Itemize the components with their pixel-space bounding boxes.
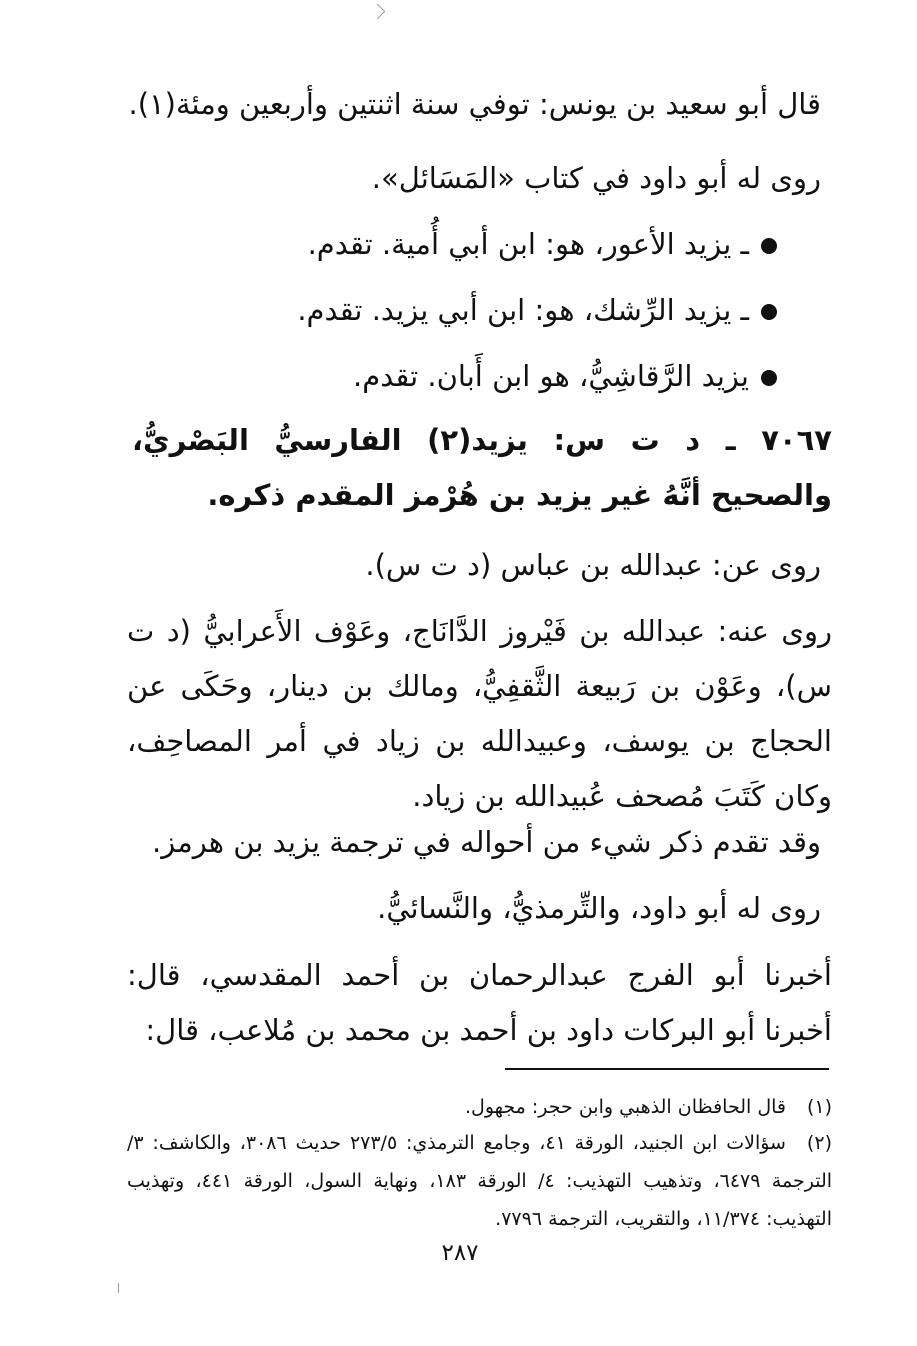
footnote-number: (١) — [806, 1096, 832, 1118]
footnote-text: سؤالات ابن الجنيد، الورقة ٤١، وجامع الترمذي: ٢٧٣/٥ حديث ٣٠٨٦، والكاشف: ٣/الترجمة ٦٤٧٩، وتذهيب التهذيب: ٤/ الورقة ١٨٣، ونهاية السول، الورقة ٤٤١، وتهذيب التهذيب: ١١/٣٧٤، والتقريب، الترجمة ٧٧٩٦. — [127, 1132, 833, 1230]
page-number: ٢٨٧ — [441, 1240, 479, 1266]
scan-mark — [370, 4, 386, 20]
text-line-narrated-in-masail: روى له أبو داود في كتاب «المَسَائل». — [371, 161, 821, 195]
bullet-icon — [761, 304, 777, 320]
previously-mentioned-note: وقد تقدم ذكر شيء من أحواله في ترجمة يزيد بن هرمز. — [152, 825, 821, 859]
bullet-icon — [761, 370, 777, 386]
scan-mark — [118, 1283, 119, 1293]
entry-heading-7067: ٧٠٦٧ ـ د ت س: يزيد(٢) الفارسيُّ البَصْريُّ، والصحيح أنَّهُ غير يزيد بن هُرْمز المقدم ذكره. — [132, 423, 832, 512]
footnote-text: قال الحافظان الذهبي وابن حجر: مجهول. — [465, 1096, 786, 1118]
footnote-separator — [505, 1068, 829, 1070]
footnote-2 — [127, 1124, 832, 1238]
bullet-entry-yazid-al-raqashi — [353, 356, 777, 396]
bullet-text: يزيد الرَّقاشِيُّ، هو ابن أَبان. تقدم. — [353, 359, 749, 393]
chain-of-narration-paragraph: أخبرنا أبو الفرج عبدالرحمان بن أحمد المقدسي، قال: أخبرنا أبو البركات داود بن أحمد بن محمد بن مُلاعب، قال: — [127, 958, 832, 1047]
bullet-icon — [761, 238, 777, 254]
footnote-number: (٢) — [806, 1132, 832, 1154]
footnote-1 — [127, 1088, 832, 1126]
narrated-by-books: روى له أبو داود، والتِّرمذيُّ، والنَّسائيُّ. — [377, 891, 821, 925]
bullet-text: ـ يزيد الرِّشك، هو: ابن أبي يزيد. تقدم. — [297, 293, 749, 327]
bullet-text: ـ يزيد الأعور، هو: ابن أبي أُمية. تقدم. — [307, 227, 749, 261]
bullet-entry-yazid-al-awar — [308, 224, 777, 264]
bullet-entry-yazid-al-rishk — [297, 290, 777, 330]
narrated-by-paragraph: روى عنه: عبدالله بن فَيْروز الدَّانَاج، وعَوْف الأَعرابيُّ (د ت س)، وعَوْن بن رَبيعة الثَّقفِيُّ، ومالك بن دينار، وحَكَى عن الحجاج بن يوسف، وعبيدالله بن زياد في أمر المصاحِف، وكان كَتَبَ مُصحف عُبيدالله بن زياد. — [127, 614, 832, 813]
narrated-from: روى عن: عبدالله بن عباس (د ت س). — [365, 548, 821, 582]
text-line-death-year: قال أبو سعيد بن يونس: توفي سنة اثنتين وأربعين ومئة(١). — [128, 87, 821, 121]
